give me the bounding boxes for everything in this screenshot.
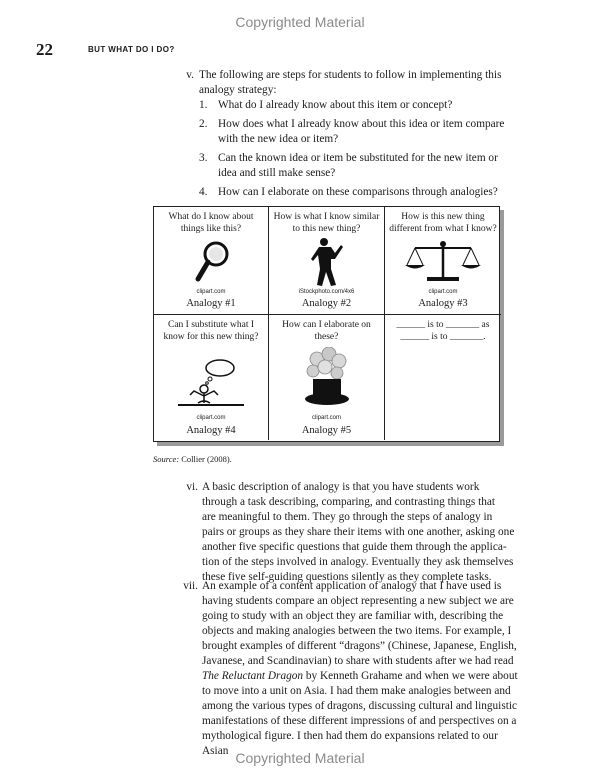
- analogy-label: Analogy #2: [301, 298, 352, 309]
- paragraph-line: brought examples of different “dragons” (Chinese, Japanese, English,: [202, 640, 517, 652]
- paragraph-line: manifestations of these different impressions of and perspectives on a: [202, 715, 517, 727]
- step-text: How can I elaborate on these comparisons through analogies?: [218, 186, 498, 198]
- step-text: How does what I already know about this idea or item compare with the new idea or item?: [218, 118, 505, 145]
- analogy-label: Analogy #1: [186, 298, 236, 309]
- paragraph-line: mythological figure. I then had them do expansions related to our Asian: [202, 730, 498, 757]
- image-credit: clipart.com: [428, 289, 458, 295]
- step-text: What do I already know about this item or concept?: [218, 99, 453, 111]
- paragraph-line: going to study with an object they are familiar with, describing the: [202, 610, 504, 622]
- image-credit: clipart.com: [311, 415, 341, 421]
- analogy-cell-2: [269, 207, 385, 315]
- analogy-label: Analogy #4: [186, 425, 236, 436]
- analogy-cell-1: [154, 207, 269, 315]
- image-credit: iStockphoto.com/4x6: [298, 289, 355, 295]
- step-number: 2.: [199, 118, 208, 130]
- item-vii-marker: vii.: [183, 580, 198, 592]
- source-text: Collier (2008).: [181, 454, 232, 464]
- paragraph-line: Javanese, and Scandinavian) to share with students after we had read: [202, 655, 514, 667]
- paragraph-line: A basic description of analogy is that you have students work: [202, 481, 480, 493]
- step-number: 4.: [199, 186, 208, 198]
- paragraph-line: having students compare an object representing a new subject we are: [202, 595, 514, 607]
- paragraph-line: to move into a unit on Asia. I had them make analogies between and: [202, 685, 511, 697]
- image-credit: clipart.com: [196, 289, 226, 295]
- paragraph-line-with-title: [202, 669, 520, 684]
- paragraph-line: tion of the steps involved in analogy. Eventually they ask themselves: [202, 556, 514, 568]
- item-vi-marker: vi.: [186, 481, 198, 493]
- title-continuation: by Kenneth Grahame and when we were about: [303, 670, 518, 682]
- watermark-bottom: Copyrighted Material: [235, 750, 365, 766]
- item-vii-paragraph: [202, 579, 520, 759]
- balance-scale-icon: [385, 239, 501, 285]
- paragraph-line: objects and making analogies between the two items. For example, I: [202, 625, 512, 637]
- figure-source: [153, 454, 232, 464]
- analogy-label: Analogy #5: [301, 425, 352, 436]
- paragraph-line: pairs or groups as they share their items with one another, asking one: [202, 526, 515, 538]
- silhouette-figure-icon: [269, 237, 385, 287]
- source-label: Source:: [153, 454, 180, 464]
- magic-hat-icon: [269, 347, 385, 409]
- step-text: Can the known idea or item be substituted for the new item or idea and still make sense?: [218, 152, 498, 179]
- step-item-3: [199, 151, 519, 181]
- analogy-grid: [153, 206, 500, 442]
- step-list: [199, 98, 519, 204]
- fill-in-line-2: ______ is to _______.: [400, 331, 486, 342]
- paragraph-line: are meaningful to them. They go through the steps of analogy in: [202, 511, 493, 523]
- step-number: 3.: [199, 152, 208, 164]
- cell-question: How is what I know similar to this new thing?: [273, 212, 380, 234]
- step-item-4: [199, 185, 519, 200]
- paragraph-line: another five specific questions that guide them through the applica-: [202, 541, 507, 553]
- analogy-cell-5: [269, 315, 385, 440]
- paragraph-line: An example of a content application of analogy that I have used is: [202, 580, 502, 592]
- paragraph-line: these five self-guiding questions silently as they complete tasks.: [202, 571, 492, 583]
- analogy-figure: [153, 206, 506, 446]
- item-v-intro: [199, 68, 519, 98]
- step-item-2: [199, 117, 519, 147]
- watermark-top: Copyrighted Material: [235, 14, 365, 30]
- item-vi-paragraph: [202, 480, 520, 585]
- fill-in-analogy: [389, 320, 497, 343]
- thinking-person-icon: [154, 359, 269, 409]
- cell-question: Can I substitute what I know for this new thing?: [163, 320, 259, 342]
- running-head: BUT WHAT DO I DO?: [88, 45, 175, 54]
- paragraph-line: through a task describing, comparing, and contrasting things that: [202, 496, 496, 508]
- cell-question: How can I elaborate on these?: [282, 320, 371, 342]
- analogy-cell-6: [385, 315, 501, 440]
- cell-question: How is this new thing different from what I know?: [389, 212, 497, 234]
- item-v-intro-line-2: analogy strategy:: [199, 84, 277, 96]
- item-v-marker: v.: [186, 69, 194, 81]
- fill-in-line-1: ______ is to _______ as: [396, 320, 490, 330]
- analogy-cell-4: [154, 315, 269, 440]
- magnifying-glass-icon: [154, 239, 269, 285]
- paragraph-line: among the various types of dragons, discussing cultural and linguistic: [202, 700, 518, 712]
- analogy-cell-3: [385, 207, 501, 315]
- step-item-1: [199, 98, 519, 113]
- cell-question: What do I know about things like this?: [168, 212, 254, 234]
- book-title: The Reluctant Dragon: [202, 670, 304, 682]
- image-credit: clipart.com: [196, 415, 226, 421]
- analogy-label: Analogy #3: [418, 298, 468, 309]
- page-number: 22: [36, 40, 53, 59]
- step-number: 1.: [199, 99, 208, 111]
- item-v-intro-line-1: The following are steps for students to follow in implementing this: [199, 69, 502, 81]
